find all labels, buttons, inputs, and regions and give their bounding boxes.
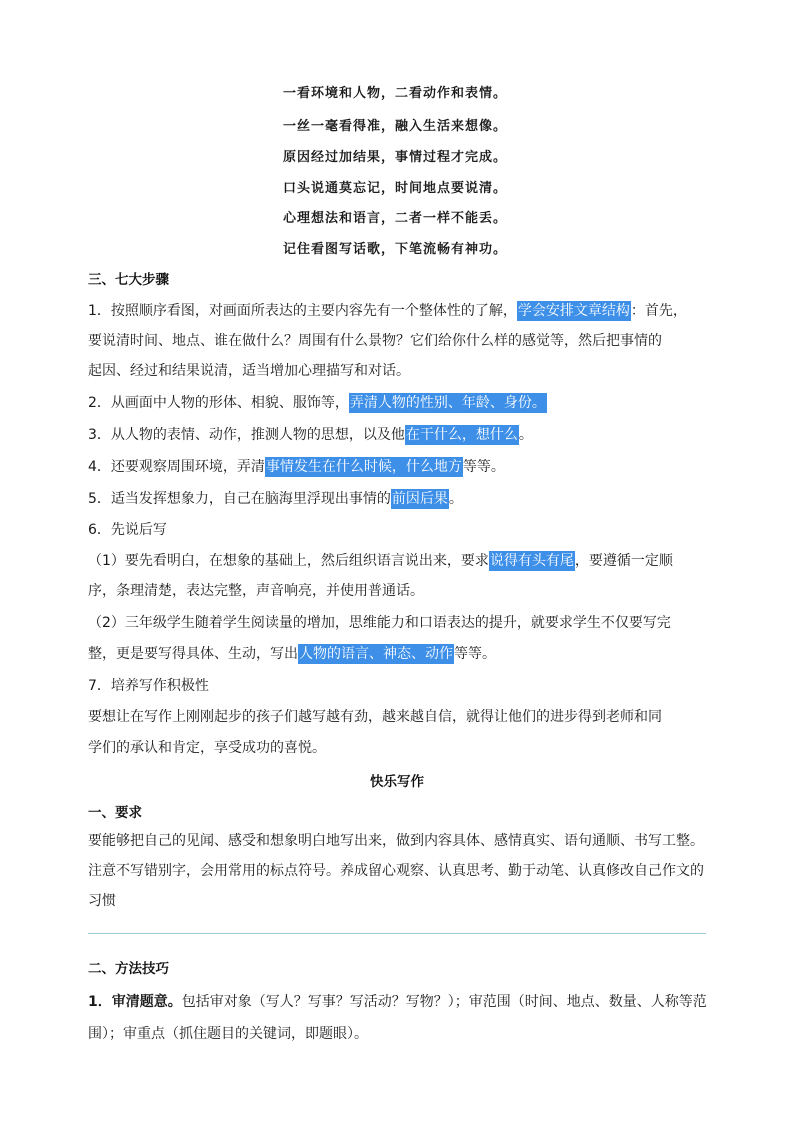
- step7-title: 7．培养写作积极性: [88, 678, 209, 694]
- highlight: 在干什么，想什么: [405, 427, 518, 443]
- step1-line3: 起因、经过和结果说清，适当增加心理描写和对话。: [88, 363, 410, 379]
- text: 2．从画面中人物的形体、相貌、服饰等，: [88, 395, 349, 411]
- step4: [88, 452, 718, 482]
- requirements-heading: 一、要求: [88, 805, 142, 821]
- highlight: 学会安排文章结构: [517, 303, 630, 319]
- requirements-line1: 要能够把自己的见闻、感受和想象明白地写出来，做到内容具体、感情真实、语句通顺、书写工整。: [88, 833, 704, 849]
- step3: [88, 420, 718, 450]
- divider-line: [88, 933, 706, 934]
- methods-heading: 二、方法技巧: [88, 961, 169, 977]
- highlight: 前因后果: [391, 491, 448, 507]
- text: 等等。: [462, 459, 505, 475]
- step7-line2: 学们的承认和肯定，享受成功的喜悦。: [88, 740, 326, 756]
- highlight: 人物的语言、神态、动作: [299, 646, 453, 662]
- step2: [88, 388, 718, 418]
- highlight: 弄清人物的性别、年龄、身份。: [349, 395, 546, 411]
- step7-line1: 要想让在写作上刚刚起步的孩子们越写越有劲，越来越自信，就得让他们的进步得到老师和同: [88, 709, 662, 725]
- poem-line: 一看环境和人物，二看动作和表情。: [282, 86, 507, 101]
- section-title: 快乐写作: [370, 774, 424, 790]
- requirements-line3: 习惯: [88, 893, 116, 909]
- step6-p2-line1: （2）三年级学生随着学生阅读量的增加，思维能力和口语表达的提升，就要求学生不仅要写完: [88, 615, 671, 631]
- poem-line: 记住看图写话歌，下笔流畅有神功。: [282, 242, 507, 257]
- text: 5．适当发挥想象力，自己在脑海里浮现出事情的: [88, 491, 391, 507]
- step6-p1-line2: 序，条理清楚，表达完整，声音响亮，并使用普通话。: [88, 583, 424, 599]
- text: 4．还要观察周围环境，弄清: [88, 459, 265, 475]
- text: 1．按照顺序看图，对画面所表达的主要内容先有一个整体性的了解，: [88, 303, 517, 319]
- method1-line1: [88, 987, 718, 1017]
- method1-title: 1．审清题意。: [88, 994, 182, 1010]
- step6-title: 6．先说后写: [88, 522, 167, 538]
- poem-line: 心理想法和语言，二者一样不能丢。: [282, 211, 507, 226]
- poem-line: 一丝一毫看得准，融入生活来想像。: [282, 119, 507, 134]
- text: （1）要先看明白，在想象的基础上，然后组织语言说出来，要求: [88, 553, 489, 569]
- method1-line2: 围）；审重点（抓住题目的关键词，即题眼）。: [88, 1026, 368, 1042]
- highlight: 事情发生在什么时候，什么地方: [265, 459, 462, 475]
- step1-line1: [88, 296, 718, 326]
- step1-line2: 要说清时间、地点、谁在做什么？周围有什么景物？它们给你什么样的感觉等，然后把事情的: [88, 333, 662, 349]
- text: 等等。: [454, 646, 496, 662]
- highlight: 说得有头有尾: [489, 553, 574, 569]
- text: 3．从人物的表情、动作，推测人物的思想，以及他: [88, 427, 405, 443]
- text: ：首先，: [630, 303, 687, 319]
- step6-p1-line1: [88, 546, 718, 576]
- section-heading: 三、七大步骤: [88, 272, 169, 288]
- step5: [88, 484, 718, 514]
- text: 包括审对象（写人？写事？写活动？写物？）；审范围（时间、地点、数量、人称等范: [181, 994, 707, 1010]
- text: 整，更是要写得具体、生动，写出: [88, 646, 298, 662]
- poem-line: 原因经过加结果，事情过程才完成。: [282, 150, 507, 165]
- poem-line: 口头说通莫忘记，时间地点要说清。: [282, 181, 507, 196]
- text: 。: [518, 427, 533, 443]
- text: ，要遵循一定顺: [574, 553, 673, 569]
- step6-p2-line2: [88, 639, 718, 669]
- requirements-line2: 注意不写错别字，会用常用的标点符号。养成留心观察、认真思考、勤于动笔、认真修改自己作文的: [88, 863, 704, 879]
- text: 。: [448, 491, 463, 507]
